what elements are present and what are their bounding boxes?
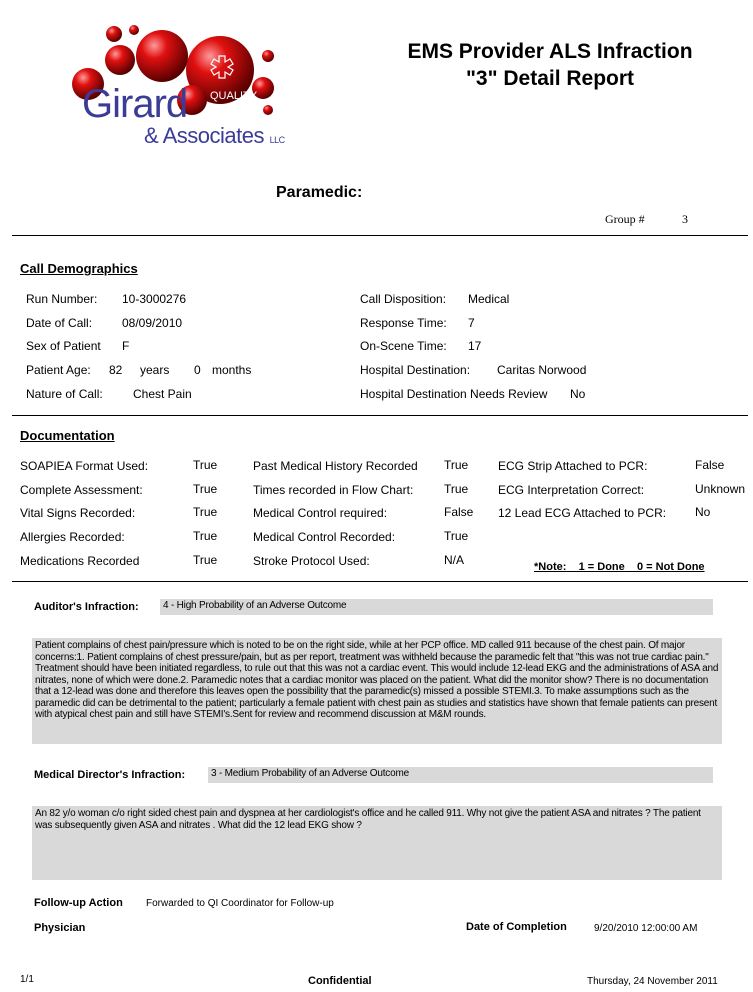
auditor-infraction-label: Auditor's Infraction: — [34, 601, 139, 613]
sex-value: F — [122, 339, 130, 353]
ecg-interpretation-label: ECG Interpretation Correct: — [498, 483, 645, 497]
group-label: Group # — [605, 212, 645, 226]
run-number-label: Run Number: — [26, 292, 98, 306]
report-title-line1: EMS Provider ALS Infraction — [407, 40, 693, 63]
company-logo — [50, 18, 300, 158]
stroke-protocol-value: N/A — [444, 553, 465, 567]
logo-tagline — [144, 123, 285, 149]
medical-control-required-label: Medical Control required: — [253, 506, 388, 520]
age-years-value: 82 — [109, 363, 123, 377]
vital-signs-label: Vital Signs Recorded: — [20, 506, 136, 520]
soapiea-label: SOAPIEA Format Used: — [20, 459, 149, 473]
hospital-value: Caritas Norwood — [497, 363, 587, 377]
date-of-completion-label: Date of Completion — [466, 921, 567, 933]
call-demographics-heading: Call Demographics — [20, 261, 138, 276]
ecg-strip-value: False — [695, 458, 725, 472]
date-of-completion-value: 9/20/2010 12:00:00 AM — [594, 923, 698, 934]
on-scene-time-label: On-Scene Time: — [360, 339, 447, 353]
date-of-call-value: 08/09/2010 — [122, 316, 183, 330]
past-medical-history-label: Past Medical History Recorded — [253, 459, 418, 473]
complete-assessment-value: True — [193, 482, 218, 496]
complete-assessment-label: Complete Assessment: — [20, 483, 143, 497]
confidential-label: Confidential — [308, 975, 372, 987]
hospital-review-value: No — [570, 387, 586, 401]
follow-up-value: Forwarded to QI Coordinator for Follow-up — [146, 898, 334, 909]
times-recorded-value: True — [444, 482, 469, 496]
allergies-value: True — [193, 529, 218, 543]
page-number: 1/1 — [20, 974, 34, 985]
logo-tagline-text: & Associates — [144, 123, 264, 148]
disposition-value: Medical — [468, 292, 510, 306]
vital-signs-value: True — [193, 505, 218, 519]
age-months-value: 0 — [194, 363, 201, 377]
documentation-heading: Documentation — [20, 428, 115, 443]
group-value: 3 — [682, 212, 688, 226]
medical-control-required-value: False — [444, 505, 474, 519]
times-recorded-label: Times recorded in Flow Chart: — [253, 483, 414, 497]
hospital-label: Hospital Destination: — [360, 363, 471, 377]
medical-control-recorded-label: Medical Control Recorded: — [253, 530, 396, 544]
medical-director-infraction-value: 3 - Medium Probability of an Adverse Outcome — [208, 767, 713, 783]
past-medical-history-value: True — [444, 458, 469, 472]
logo-suffix: LLC — [269, 135, 285, 145]
divider — [12, 581, 748, 582]
medications-value: True — [193, 553, 218, 567]
age-label: Patient Age: — [26, 363, 91, 377]
age-years-label: years — [140, 363, 170, 377]
paramedic-label: Paramedic: — [276, 184, 363, 201]
medical-director-infraction-label: Medical Director's Infraction: — [34, 769, 186, 781]
response-time-label: Response Time: — [360, 316, 447, 330]
physician-label: Physician — [34, 922, 86, 934]
response-time-value: 7 — [468, 316, 475, 330]
medications-label: Medications Recorded — [20, 554, 140, 568]
divider — [12, 415, 748, 416]
age-months-label: months — [212, 363, 252, 377]
report-date: Thursday, 24 November 2011 — [587, 976, 718, 987]
on-scene-time-value: 17 — [468, 339, 482, 353]
allergies-label: Allergies Recorded: — [20, 530, 125, 544]
auditor-comment: Patient complains of chest pain/pressure which is noted to be on the right side, while at her PCP office. MD called 911 because of the chest pain. Of major concerns:1. Patient complains of chest pressure/pain, but as per report, treatment was withheld because the paramedic felt that "this was not true cardiac pain." Treatment should have been initiated regardless, to rule out that this was not a cardiac event. This would include 12-lead EKG and the administrations of ASA and nitrates, none of which were done.2. Paramedic notes that a cardiac monitor was placed on the patient. What did the monitor show? There is no documentation that a 12-lead was done and therefore this leaves open the possibility that the paramedic(s) missed a possible STEMI.3. To make assumptions such as the paramedic did can be detrimental to the patient; particularly a female patient with chest pain as studies and statistics have shown that female patients can present with atypical chest pain and still have STEMI's.Sent for review and recommend discussion at M&M rounds. — [32, 638, 722, 744]
ecg-interpretation-value: Unknown — [695, 482, 746, 496]
logo-badge-text: QUALITY — [210, 90, 258, 102]
auditor-infraction-value: 4 - High Probability of an Adverse Outcome — [160, 599, 713, 615]
disposition-label: Call Disposition: — [360, 292, 447, 306]
twelve-lead-ecg-value: No — [695, 505, 711, 519]
logo-name: Girard — [82, 82, 188, 126]
soapiea-value: True — [193, 458, 218, 472]
medical-director-comment: An 82 y/o woman c/o right sided chest pain and dyspnea at her cardiologist's office and he called 911. Why not give the patient ASA and nitrates ? The patient was subsequently given ASA and nitrates . What did the 12 lead EKG show ? — [32, 806, 722, 880]
done-note: *Note: 1 = Done 0 = Not Done — [534, 561, 705, 573]
twelve-lead-ecg-label: 12 Lead ECG Attached to PCR: — [498, 506, 667, 520]
nature-label: Nature of Call: — [26, 387, 103, 401]
nature-value: Chest Pain — [133, 387, 192, 401]
report-title-line2: "3" Detail Report — [465, 67, 635, 90]
follow-up-label: Follow-up Action — [34, 897, 123, 909]
date-of-call-label: Date of Call: — [26, 316, 93, 330]
hospital-review-label: Hospital Destination Needs Review — [360, 387, 548, 401]
run-number-value: 10-3000276 — [122, 292, 187, 306]
stroke-protocol-label: Stroke Protocol Used: — [253, 554, 370, 568]
ecg-strip-label: ECG Strip Attached to PCR: — [498, 459, 648, 473]
sex-label: Sex of Patient — [26, 339, 101, 353]
divider — [12, 235, 748, 236]
medical-control-recorded-value: True — [444, 529, 469, 543]
